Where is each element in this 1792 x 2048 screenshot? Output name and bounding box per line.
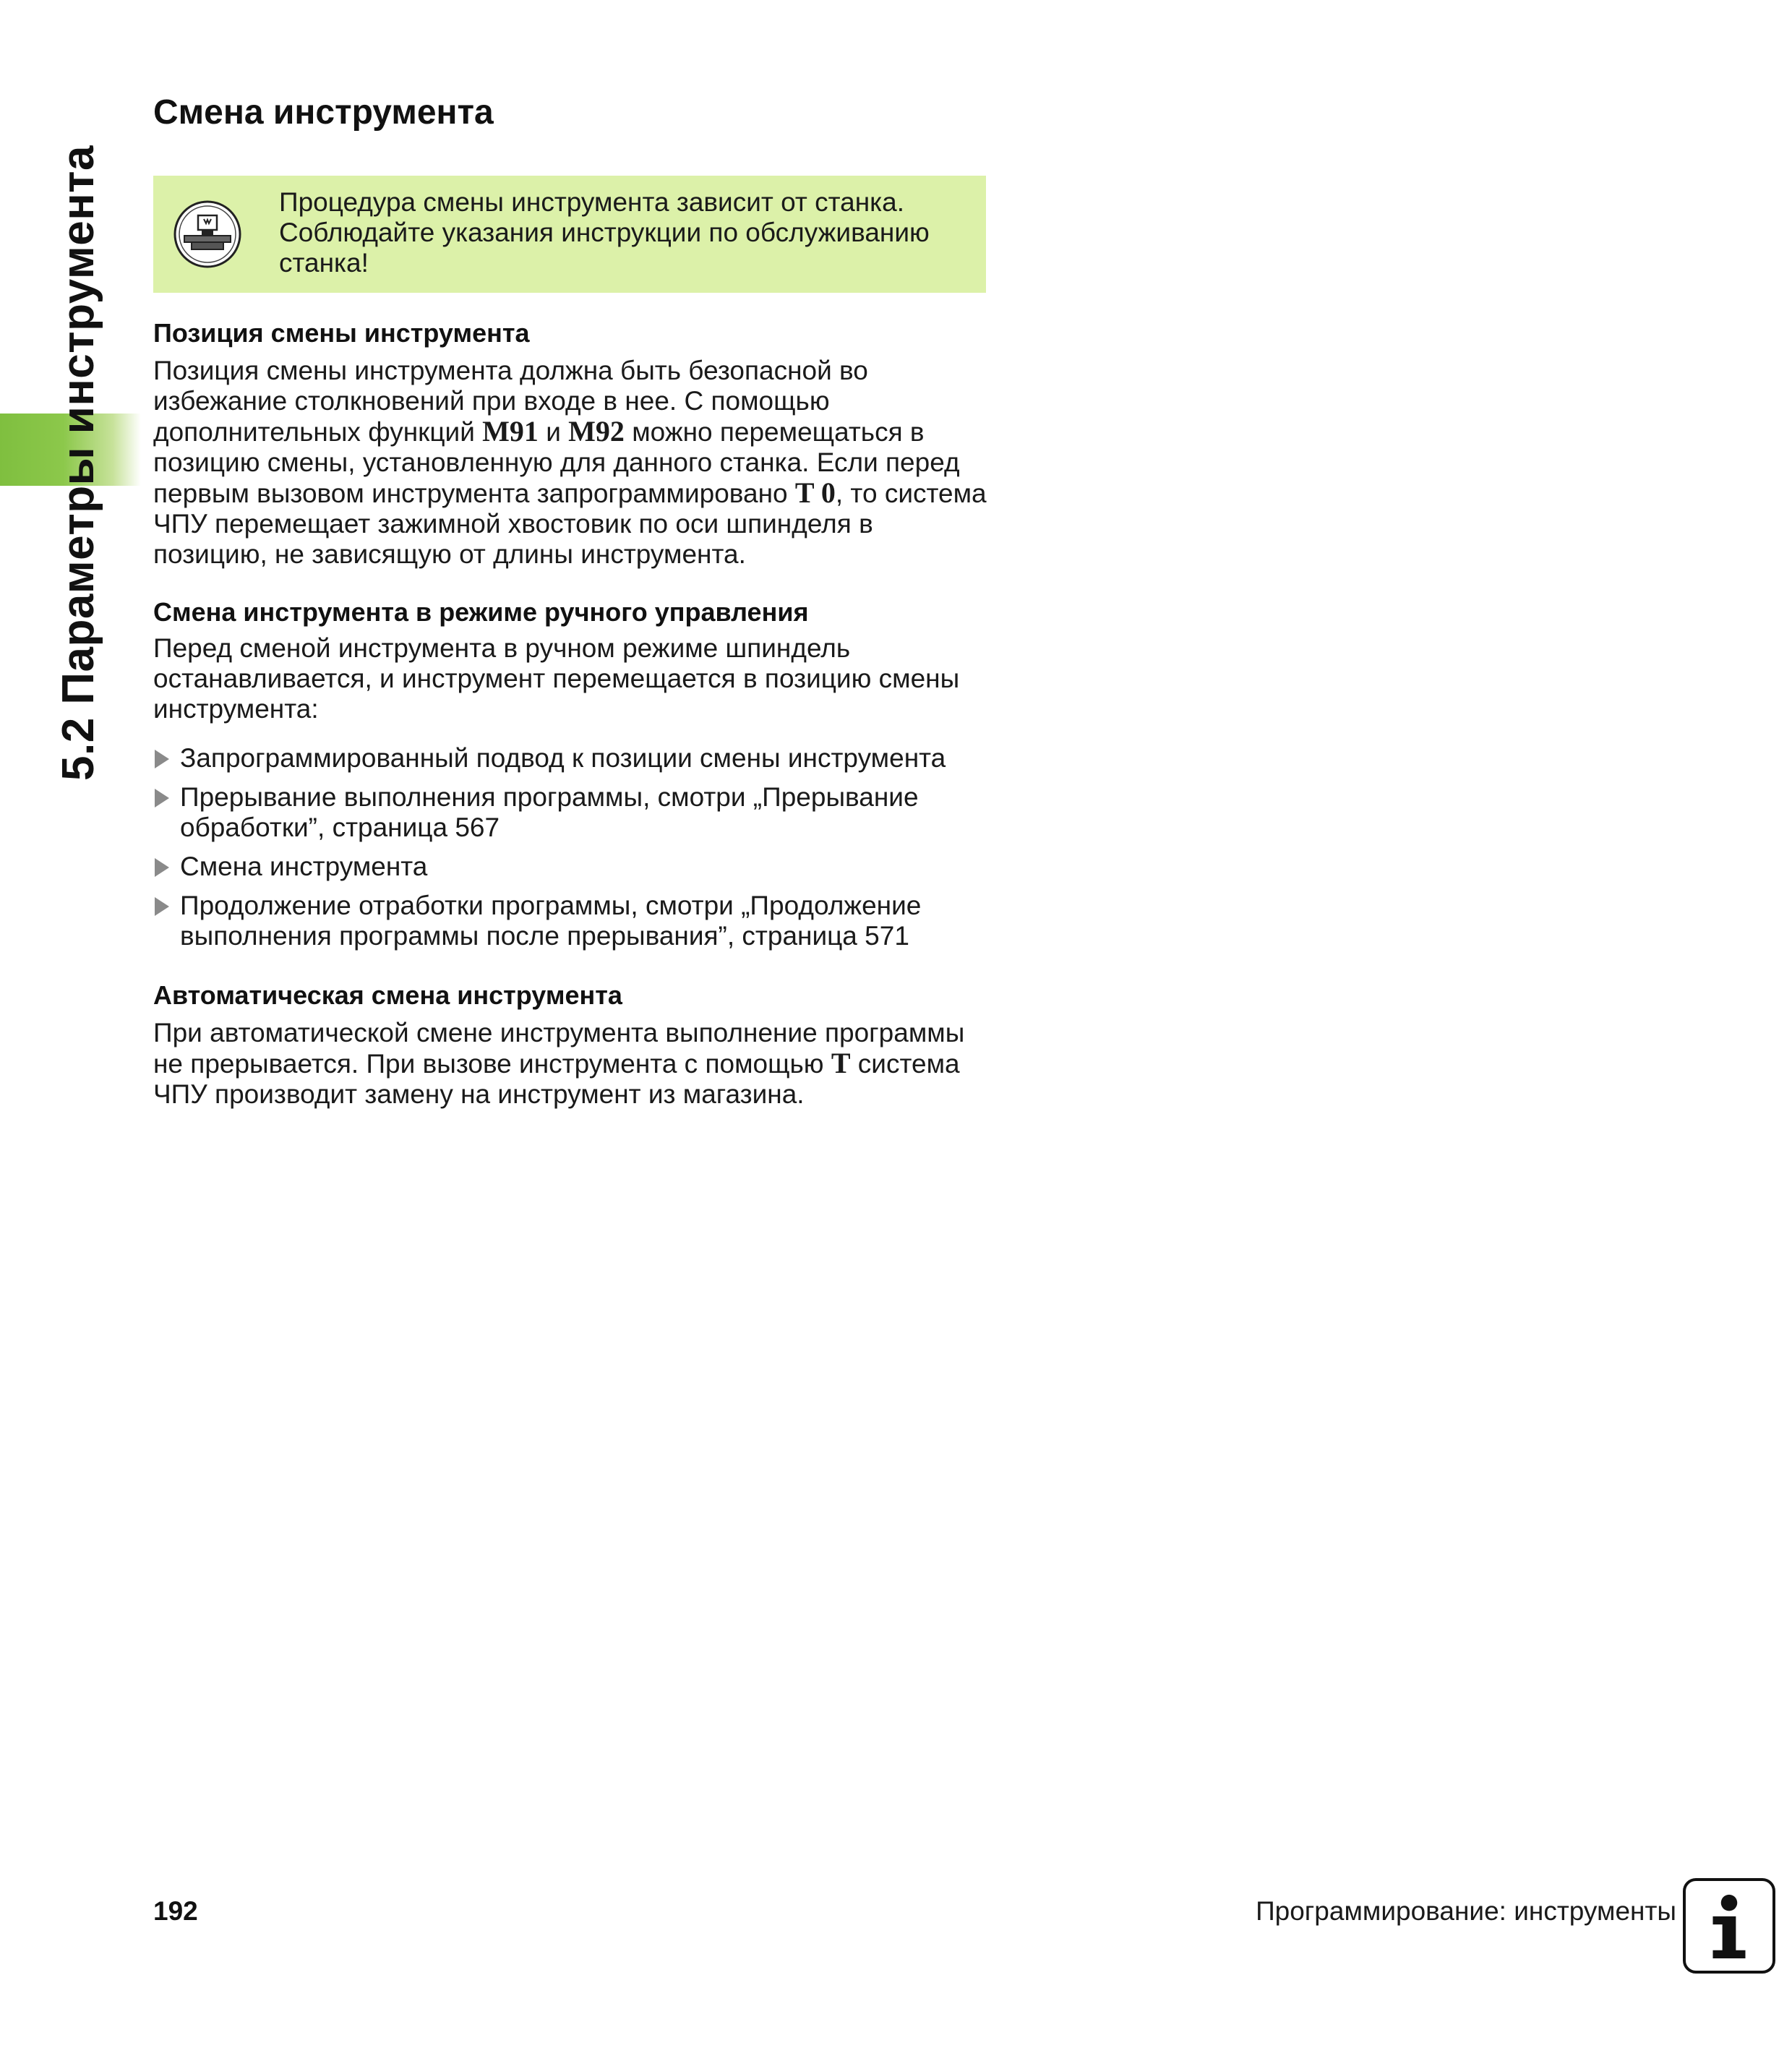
list-item-text: Запрограммированный подвод к позиции смены инструмента <box>180 743 946 773</box>
chapter-tab-label: 5.2 Параметры инструмента <box>53 145 103 781</box>
text-run: можно перемещаться в позицию смены, установленную для данного станка. Если перед первым вызовом инструмента запрограммировано <box>153 417 960 508</box>
code-m91: M91 <box>482 415 539 447</box>
text-run: , то система ЧПУ перемещает зажимной хвостовик по оси шпинделя в позицию, не зависящую от длины инструмента. <box>153 479 987 569</box>
section-heading-tool-change-position: Позиция смены инструмента <box>153 318 530 348</box>
text-run: система ЧПУ производит замену на инструмент из магазина. <box>153 1049 960 1109</box>
machine-dependent-icon <box>173 200 242 269</box>
note-line: Процедура смены инструмента зависит от станка. <box>279 187 905 217</box>
list-item-text: Прерывание выполнения программы, смотри „Прерывание обработки”, страница 567 <box>180 782 919 842</box>
paragraph-manual-change-intro: Перед сменой инструмента в ручном режиме шпиндель останавливается, и инструмент перемещается в позицию смены инструмента: <box>153 633 960 724</box>
code-t0: T 0 <box>794 476 836 509</box>
note-line: Соблюдайте указания инструкции по обслуживанию <box>279 218 930 247</box>
text-run: и <box>538 417 569 447</box>
arrow-right-icon <box>155 858 169 877</box>
text-run: При автоматической смене инструмента выполнение программы не прерывается. При вызове инструмента с помощью <box>153 1018 965 1079</box>
arrow-right-icon <box>155 897 169 916</box>
info-icon <box>1683 1878 1775 1974</box>
section-heading-automatic-change: Автоматическая смена инструмента <box>153 980 622 1010</box>
manual-steps-list <box>153 743 992 960</box>
page-title: Смена инструмента <box>153 93 494 132</box>
list-item <box>153 891 992 951</box>
code-t: T <box>831 1047 851 1079</box>
text-run: Позиция смены инструмента должна быть безопасной во избежание столкновений при входе в нее. С помощью дополнительных функций <box>153 356 868 447</box>
arrow-right-icon <box>155 789 169 807</box>
machine-note-text <box>279 187 973 278</box>
list-item <box>153 743 992 774</box>
list-item-text: Продолжение отработки программы, смотри „Продолжение выполнения программы после прерывания”, страница 571 <box>180 891 922 951</box>
note-line: станка! <box>279 248 369 278</box>
machine-note-box <box>153 176 986 293</box>
list-item <box>153 852 992 882</box>
paragraph-tool-change-position <box>153 356 992 570</box>
paragraph-automatic-change <box>153 1018 992 1110</box>
list-item <box>153 782 992 843</box>
code-m92: M92 <box>568 415 625 447</box>
footer-chapter-title: Программирование: инструменты <box>1256 1896 1676 1926</box>
page-number: 192 <box>153 1896 198 1926</box>
list-item-text: Смена инструмента <box>180 852 428 881</box>
arrow-right-icon <box>155 750 169 768</box>
section-heading-manual-change: Смена инструмента в режиме ручного управления <box>153 597 809 627</box>
